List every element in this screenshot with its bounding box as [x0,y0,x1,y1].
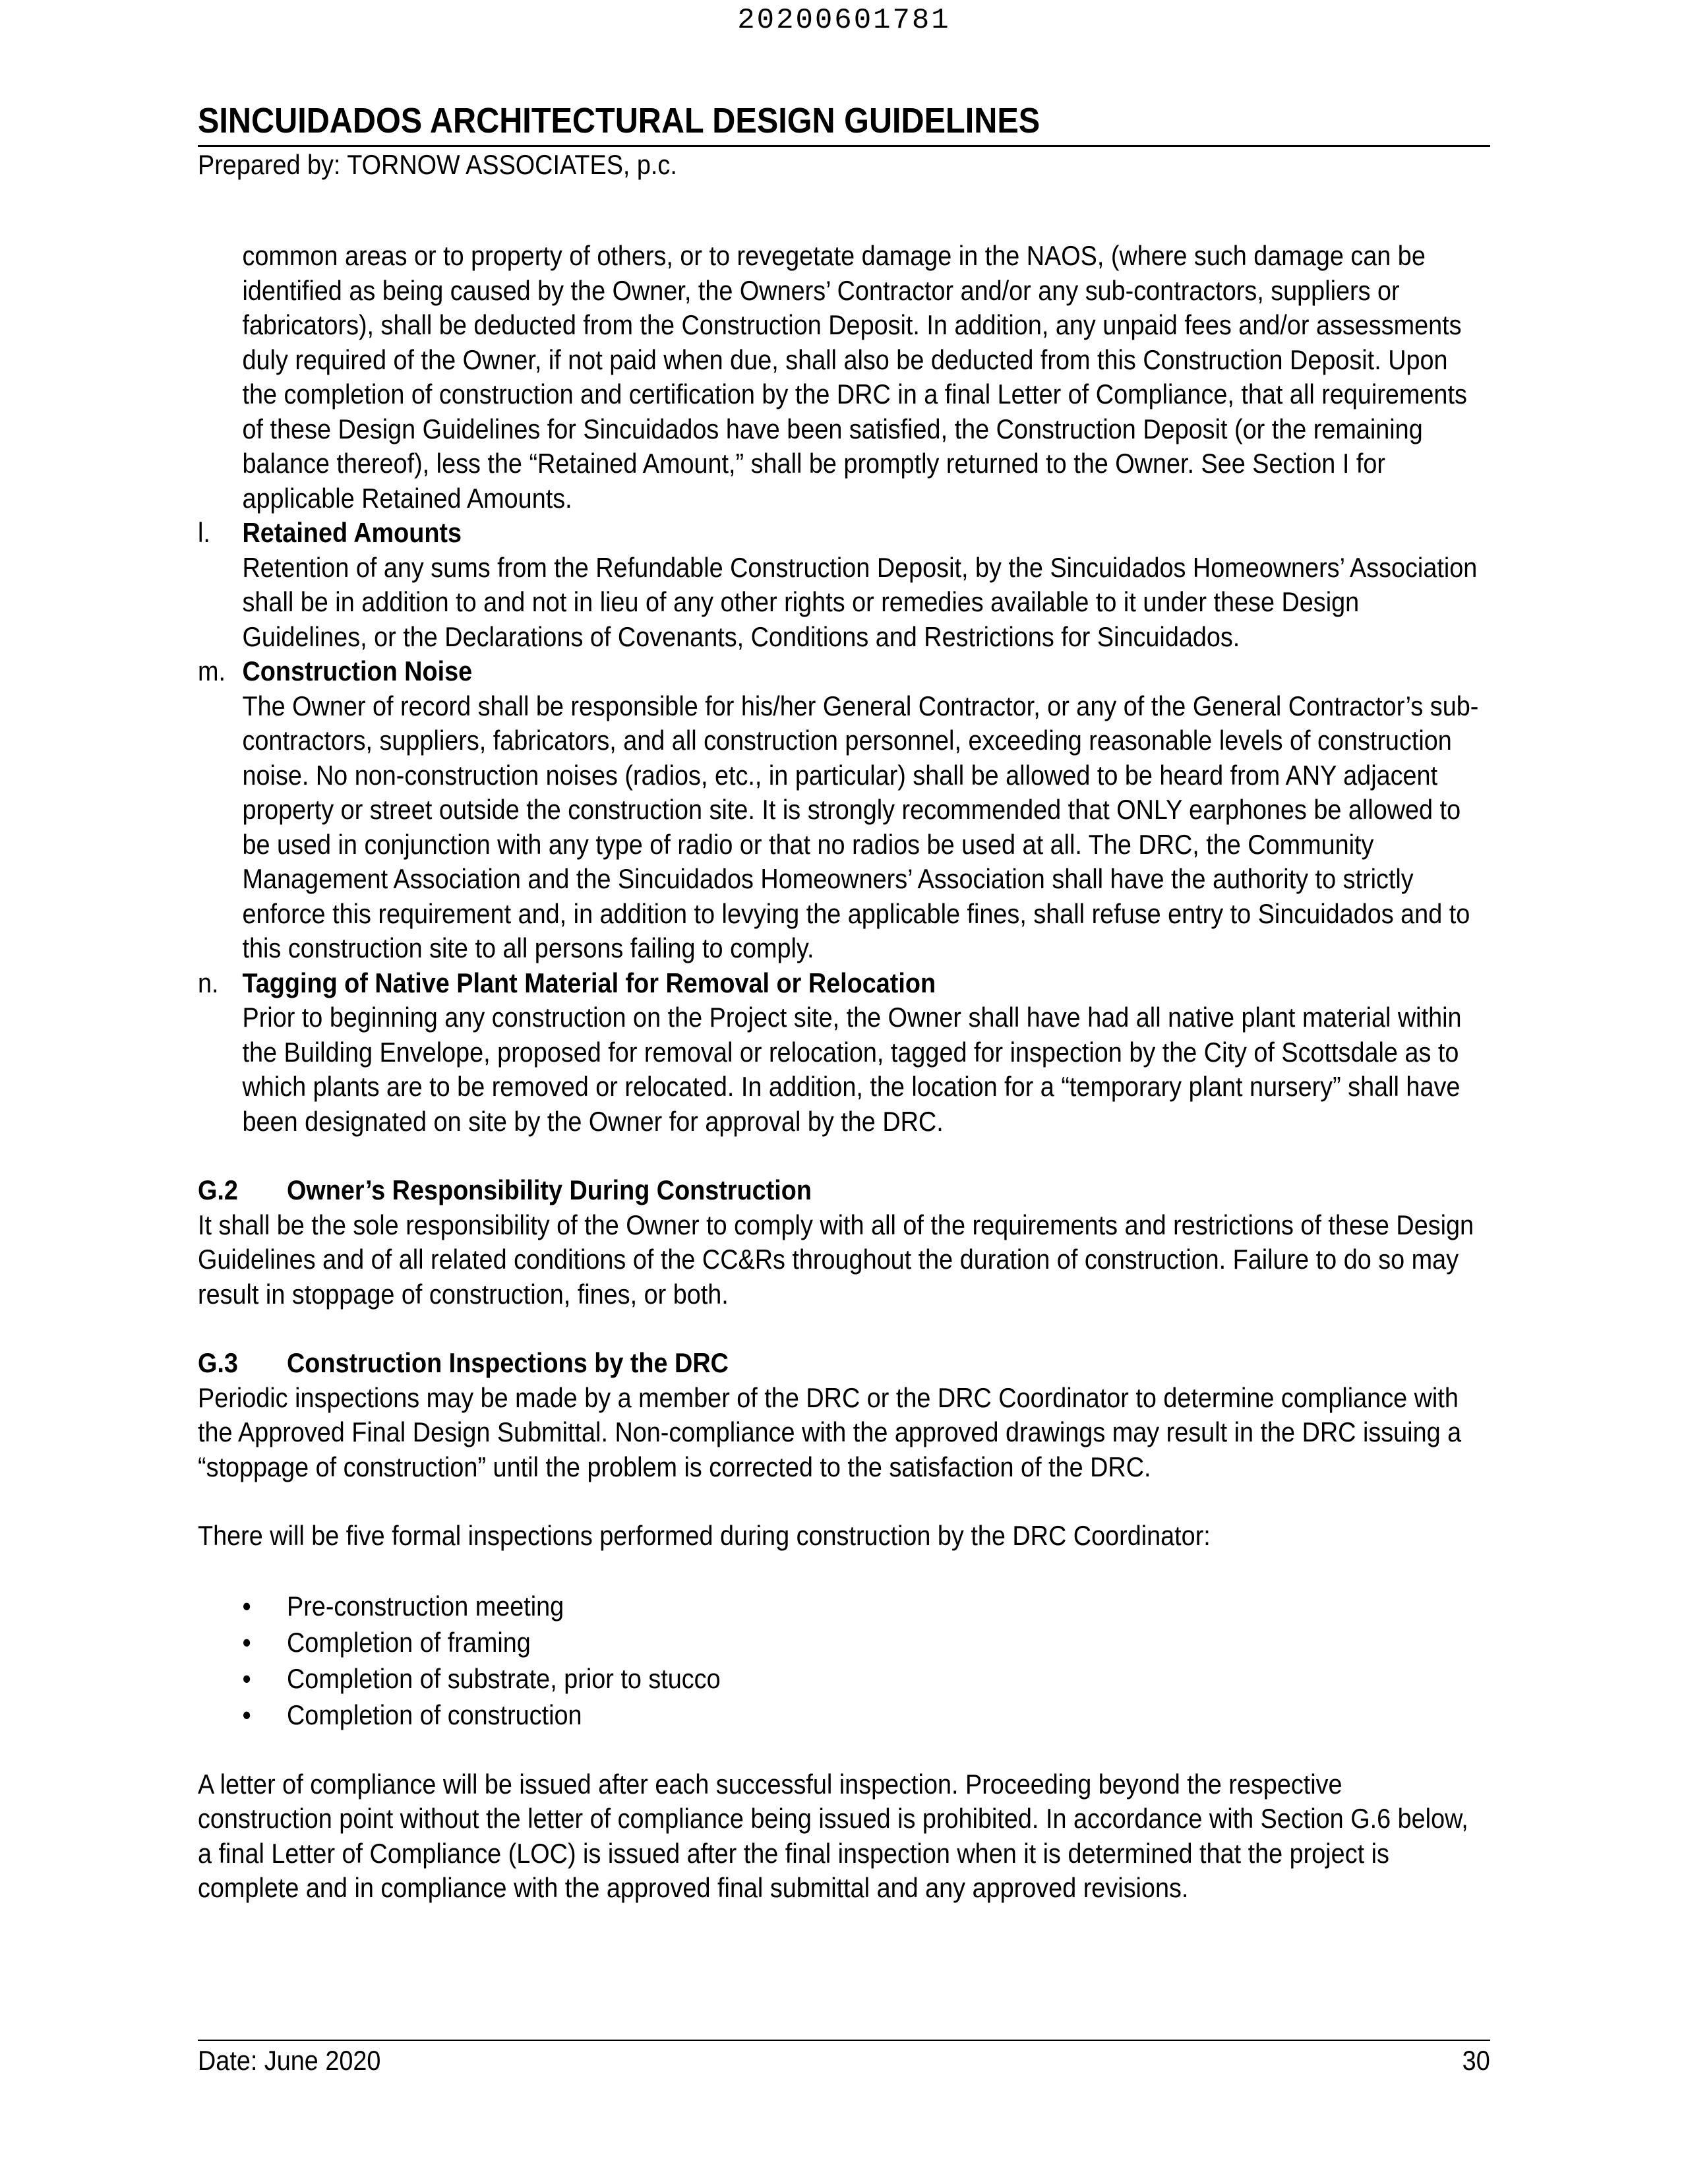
bullet-icon: • [242,1662,251,1694]
footer-rule [198,2040,1490,2041]
item-body: Prior to beginning any construction on the Project site, the Owner shall have had all native plant material within the Building Envelope, proposed for removal or relocation, tagged for inspection by the City of Scottsdale as to which plants are to be removed or relocated. In addition, the location for a “temporary plant nursery” shall have been designated on site by the Owner for approval by the DRC. [242,1002,1462,1137]
item-retained-amounts [198,516,1480,654]
spacer [198,1554,1480,1588]
list-item [198,1660,1480,1697]
item-heading: Construction Noise [242,655,473,686]
document-body [198,239,1480,1906]
list-item [198,1588,1480,1624]
list-item [198,1624,1480,1660]
item-letter: m. [198,655,226,686]
item-tagging-native-plants [198,966,1480,1139]
bullet-icon: • [242,1626,251,1658]
item-letter: l. [198,517,210,548]
page-number: 30 [1462,2045,1490,2076]
spacer [198,1484,1480,1519]
section-body: Periodic inspections may be made by a member of the DRC or the DRC Coordinator to determine compliance with the Approved Final Design Submittal. Non-compliance with the approved drawings may result in the DRC issuing a “stoppage of construction” until the problem is corrected to the satisfaction of the DRC. [198,1381,1462,1482]
section-body: It shall be the sole responsibility of the Owner to comply with all of the requirements and restrictions of these Design Guidelines and of all related conditions of the CC&Rs throughout the duration of construction. Failure to do so may result in stoppage of construction, fines, or both. [198,1209,1474,1310]
spacer [198,1139,1480,1173]
footer-date: Date: June 2020 [198,2045,381,2076]
document-title: SINCUIDADOS ARCHITECTURAL DESIGN GUIDELINES [198,101,1040,140]
list-item-text: Completion of construction [287,1699,582,1730]
list-item-text: Completion of framing [287,1626,531,1658]
bullet-icon: • [242,1699,251,1730]
spacer [198,1312,1480,1346]
section-number: G.2 [198,1174,238,1205]
inspections-intro: There will be five formal inspections performed during construction by the DRC Coordinator: [198,1520,1211,1551]
section-title: Construction Inspections by the DRC [287,1347,729,1378]
list-item-text: Pre-construction meeting [287,1590,564,1622]
prepared-by: Prepared by: TORNOW ASSOCIATES, p.c. [198,149,677,180]
item-heading: Retained Amounts [242,517,462,548]
section-number: G.3 [198,1347,238,1378]
inspections-list [198,1588,1480,1733]
list-item [198,1697,1480,1733]
closing-paragraph: A letter of compliance will be issued after each successful inspection. Proceeding beyond the respective construction point without the letter of compliance being issued is prohibited. In accordance with Section G.6 below, a final Letter of Compliance (LOC) is issued after the final inspection when it is determined that the project is complete and in compliance with the approved final submittal and any approved revisions. [198,1768,1468,1903]
item-construction-noise [198,654,1480,966]
list-item-text: Completion of substrate, prior to stucco [287,1662,721,1694]
section-heading-g2 [198,1173,1480,1208]
section-title: Owner’s Responsibility During Construction [287,1174,812,1205]
section-heading-g3 [198,1346,1480,1381]
item-body: The Owner of record shall be responsible for his/her General Contractor, or any of the General Contractor’s sub-contractors, suppliers, fabricators, and all construction personnel, exceeding reasonable levels of construction noise. No non-construction noises (radios, etc., in particular) shall be allowed to be heard from ANY adjacent property or street outside the construction site. It is strongly recommended that ONLY earphones be allowed to be used in conjunction with any type of radio or that no radios be used at all. The DRC, the Community Management Association and the Sincuidados Homeowners’ Association shall have the authority to strictly enforce this requirement and, in addition to levying the applicable fines, shall refuse entry to Sincuidados and to this construction site to all persons failing to comply. [242,690,1479,963]
item-body: Retention of any sums from the Refundable Construction Deposit, by the Sincuidados Homeowners’ Association shall be in addition to and not in lieu of any other rights or remedies available to it under these Design Guidelines, or the Declarations of Covenants, Conditions and Restrictions for Sincuidados. [242,551,1478,652]
spacer [198,1733,1480,1767]
item-heading: Tagging of Native Plant Material for Removal or Relocation [242,967,936,998]
document-number: 20200601781 [737,4,951,37]
continued-paragraph: common areas or to property of others, or to revegetate damage in the NAOS, (where such damage can be identified as being caused by the Owner, the Owners’ Contractor and/or any sub-contractors, suppliers or fabricators), shall be deducted from the Construction Deposit. In addition, any unpaid fees and/or assessments duly required of the Owner, if not paid when due, shall also be deducted from this Construction Deposit. Upon the completion of construction and certification by the DRC in a final Letter of Compliance, that all requirements of these Design Guidelines for Sincuidados have been satisfied, the Construction Deposit (or the remaining balance thereof), less the “Retained Amount,” shall be promptly returned to the Owner. See Section I for applicable Retained Amounts. [242,240,1467,514]
item-letter: n. [198,967,219,998]
bullet-icon: • [242,1590,251,1622]
